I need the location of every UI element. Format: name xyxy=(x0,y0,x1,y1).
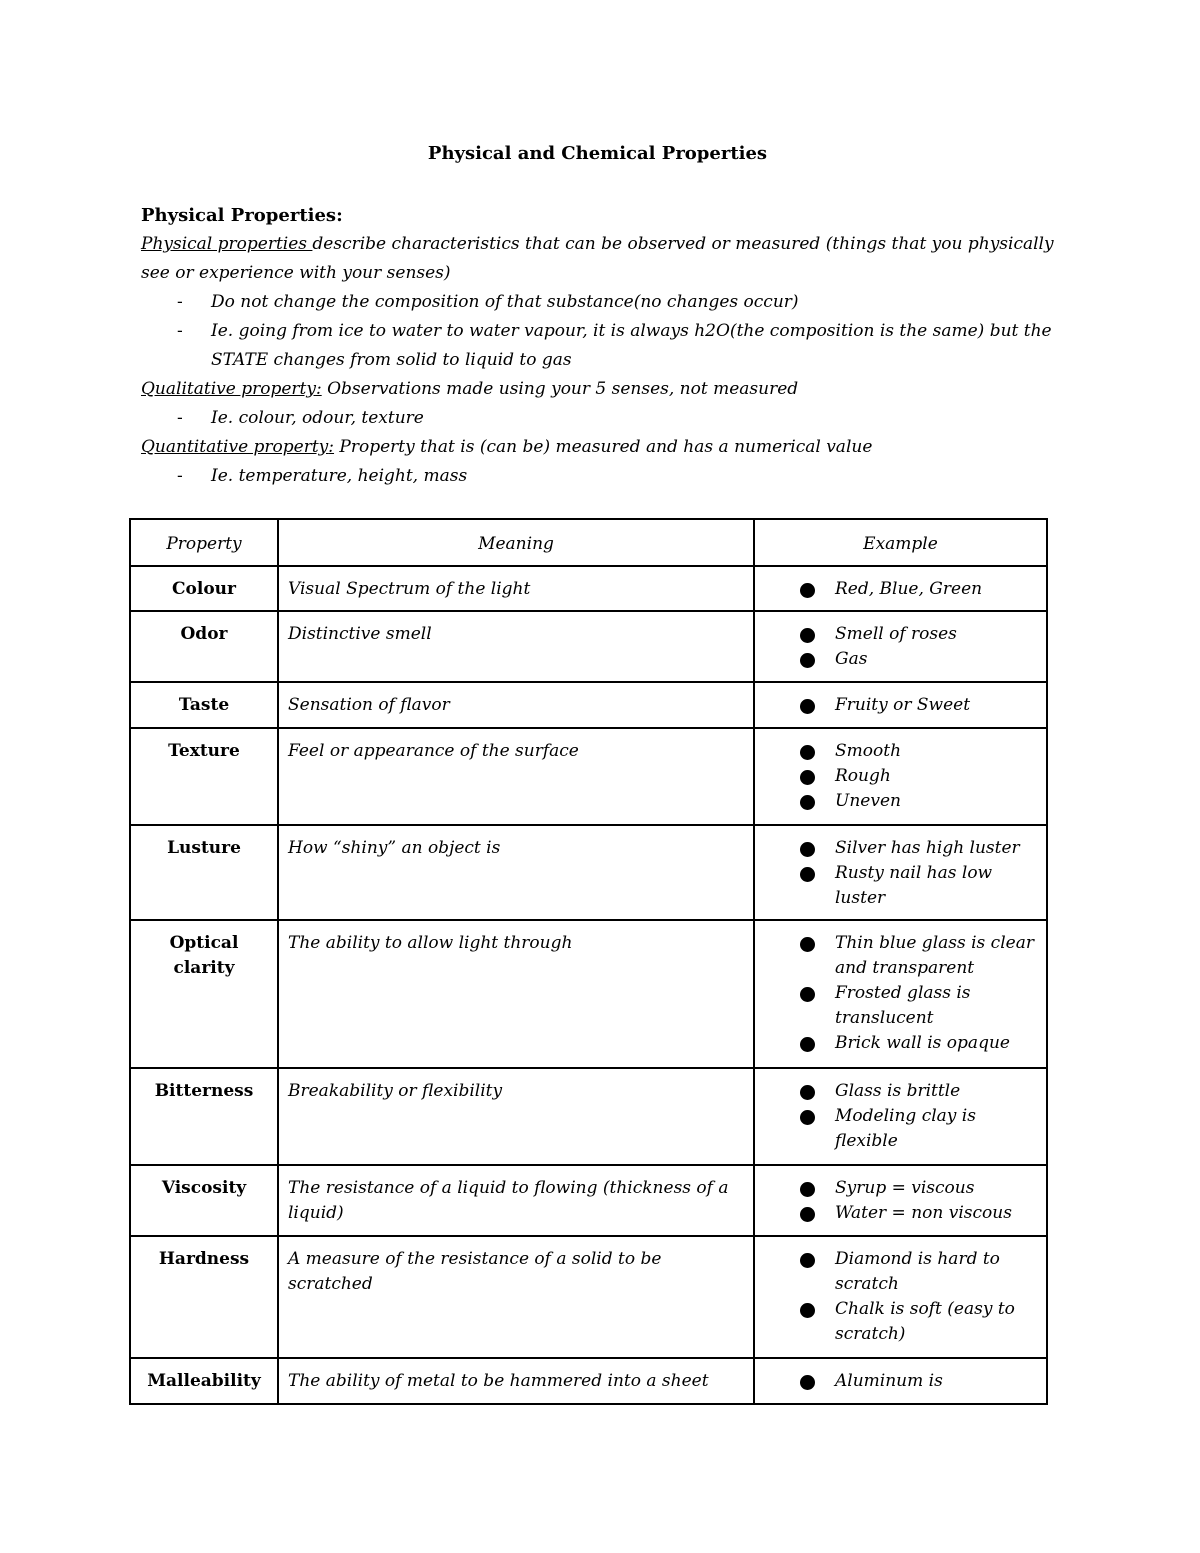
bullet-dot-icon xyxy=(800,1253,815,1268)
example-list xyxy=(764,836,1037,911)
qualitative-paragraph xyxy=(141,375,1061,404)
bullet-dot-icon xyxy=(800,1303,815,1318)
example-cell xyxy=(754,1068,1047,1165)
example-cell xyxy=(754,682,1047,728)
example-text: Chalk is soft (easy to scratch) xyxy=(835,1299,1015,1344)
dash-marker: - xyxy=(177,408,183,428)
example-item xyxy=(764,1369,1037,1394)
example-item xyxy=(764,1201,1037,1226)
bullet-dot-icon xyxy=(800,1182,815,1197)
example-item xyxy=(764,764,1037,789)
bullet-text: Ie. temperature, height, mass xyxy=(211,466,468,486)
dash-marker: - xyxy=(177,292,183,312)
bullet-dot-icon xyxy=(800,867,815,882)
dash-marker: - xyxy=(177,466,183,486)
example-cell xyxy=(754,611,1047,682)
property-cell: Bitterness xyxy=(130,1068,278,1165)
physical-bullet-list xyxy=(141,288,1061,375)
meaning-cell: Breakability or flexibility xyxy=(278,1068,754,1165)
physical-bullet-item xyxy=(141,288,1061,317)
qualitative-text: Observations made using your 5 senses, not measured xyxy=(321,379,799,399)
bullet-dot-icon xyxy=(800,583,815,598)
meaning-cell: The ability of metal to be hammered into a sheet xyxy=(278,1358,754,1404)
example-cell xyxy=(754,825,1047,920)
document-title: Physical and Chemical Properties xyxy=(427,143,768,164)
meaning-cell: A measure of the resistance of a solid to be scratched xyxy=(278,1236,754,1358)
meaning-cell: Visual Spectrum of the light xyxy=(278,566,754,611)
meaning-cell: Distinctive smell xyxy=(278,611,754,682)
header-example: Example xyxy=(754,519,1047,566)
quantitative-term: Quantitative property xyxy=(141,437,329,457)
example-item xyxy=(764,789,1037,814)
example-list xyxy=(764,622,1037,672)
example-item xyxy=(764,931,1037,981)
bullet-dot-icon xyxy=(800,628,815,643)
bullet-dot-icon xyxy=(800,653,815,668)
table-row xyxy=(130,566,1047,611)
properties-table xyxy=(129,518,1048,1405)
example-cell xyxy=(754,566,1047,611)
example-item xyxy=(764,981,1037,1031)
example-cell xyxy=(754,920,1047,1068)
property-cell: Optical clarity xyxy=(130,920,278,1068)
dash-marker: - xyxy=(177,321,183,341)
example-text: Water = non viscous xyxy=(835,1203,1012,1223)
example-list xyxy=(764,577,1037,602)
example-text: Red, Blue, Green xyxy=(835,579,983,599)
example-item xyxy=(764,836,1037,861)
example-text: Smooth xyxy=(835,741,902,761)
example-item xyxy=(764,647,1037,672)
bullet-dot-icon xyxy=(800,770,815,785)
example-list xyxy=(764,693,1037,718)
qualitative-bullet-list xyxy=(141,404,1061,433)
bullet-dot-icon xyxy=(800,987,815,1002)
bullet-text: Do not change the composition of that substance(no changes occur) xyxy=(211,292,799,312)
example-text: Uneven xyxy=(835,791,901,811)
example-item xyxy=(764,1031,1037,1056)
example-text: Silver has high luster xyxy=(835,838,1020,858)
example-item xyxy=(764,1297,1037,1347)
table-row xyxy=(130,682,1047,728)
example-text: Modeling clay is flexible xyxy=(835,1106,976,1151)
example-list xyxy=(764,1079,1037,1154)
property-cell: Malleability xyxy=(130,1358,278,1404)
bullet-dot-icon xyxy=(800,937,815,952)
example-list xyxy=(764,931,1037,1056)
example-item xyxy=(764,1104,1037,1154)
section-heading: Physical Properties: xyxy=(141,205,343,226)
example-cell xyxy=(754,1236,1047,1358)
example-item xyxy=(764,739,1037,764)
meaning-cell: The resistance of a liquid to flowing (thickness of a liquid) xyxy=(278,1165,754,1236)
bullet-dot-icon xyxy=(800,1085,815,1100)
example-item xyxy=(764,693,1037,718)
bullet-dot-icon xyxy=(800,1037,815,1052)
example-text: Aluminum is xyxy=(835,1371,943,1391)
bullet-dot-icon xyxy=(800,699,815,714)
quantitative-text: Property that is (can be) measured and has a numerical value xyxy=(334,437,873,457)
header-meaning: Meaning xyxy=(278,519,754,566)
definition-paragraph xyxy=(141,230,1061,288)
property-cell: Colour xyxy=(130,566,278,611)
table-row xyxy=(130,825,1047,920)
physical-bullet-item xyxy=(141,317,1061,375)
example-text: Fruity or Sweet xyxy=(835,695,971,715)
table-row xyxy=(130,1165,1047,1236)
meaning-cell: How “shiny” an object is xyxy=(278,825,754,920)
example-cell xyxy=(754,728,1047,825)
table-header-row xyxy=(130,519,1047,566)
definition-text: describe characteristics that can be observed or measured (things that you physically see or experience with your senses) xyxy=(141,234,1054,283)
quantitative-bullet-list xyxy=(141,462,1061,491)
example-text: Diamond is hard to scratch xyxy=(835,1249,1000,1294)
example-text: Syrup = viscous xyxy=(835,1178,975,1198)
example-cell xyxy=(754,1165,1047,1236)
table-row xyxy=(130,1068,1047,1165)
property-cell: Viscosity xyxy=(130,1165,278,1236)
header-property: Property xyxy=(130,519,278,566)
example-item xyxy=(764,622,1037,647)
example-item xyxy=(764,577,1037,602)
qualitative-term: Qualitative property xyxy=(141,379,316,399)
property-cell: Lusture xyxy=(130,825,278,920)
quantitative-paragraph xyxy=(141,433,1061,462)
qualitative-colon: : xyxy=(315,379,322,399)
bullet-dot-icon xyxy=(800,745,815,760)
example-text: Thin blue glass is clear and transparent xyxy=(835,933,1034,978)
definition-term: Physical properties xyxy=(141,234,313,254)
table-row xyxy=(130,1236,1047,1358)
example-text: Gas xyxy=(835,649,868,669)
bullet-dot-icon xyxy=(800,1110,815,1125)
example-text: Smell of roses xyxy=(835,624,957,644)
example-item xyxy=(764,861,1037,911)
property-cell: Taste xyxy=(130,682,278,728)
bullet-dot-icon xyxy=(800,1375,815,1390)
example-text: Glass is brittle xyxy=(835,1081,961,1101)
table-row xyxy=(130,920,1047,1068)
example-item xyxy=(764,1176,1037,1201)
quantitative-colon: : xyxy=(328,437,335,457)
example-text: Rough xyxy=(835,766,891,786)
example-item xyxy=(764,1079,1037,1104)
example-text: Brick wall is opaque xyxy=(835,1033,1010,1053)
example-list xyxy=(764,1247,1037,1347)
example-text: Rusty nail has low luster xyxy=(835,863,993,908)
meaning-cell: The ability to allow light through xyxy=(278,920,754,1068)
meaning-cell: Feel or appearance of the surface xyxy=(278,728,754,825)
bullet-dot-icon xyxy=(800,842,815,857)
example-list xyxy=(764,1369,1037,1394)
table-row xyxy=(130,728,1047,825)
quantitative-bullet-item xyxy=(141,462,1061,491)
intro-section xyxy=(141,201,1061,491)
qualitative-bullet-item xyxy=(141,404,1061,433)
bullet-text: Ie. going from ice to water to water vapour, it is always h2O(the composition is the same) but the STATE changes from solid to liquid to gas xyxy=(211,321,1052,370)
example-cell xyxy=(754,1358,1047,1404)
table-row xyxy=(130,1358,1047,1404)
example-text: Frosted glass is translucent xyxy=(835,983,971,1028)
example-list xyxy=(764,739,1037,814)
property-cell: Texture xyxy=(130,728,278,825)
bullet-text: Ie. colour, odour, texture xyxy=(211,408,424,428)
bullet-dot-icon xyxy=(800,795,815,810)
example-item xyxy=(764,1247,1037,1297)
property-cell: Odor xyxy=(130,611,278,682)
property-cell: Hardness xyxy=(130,1236,278,1358)
meaning-cell: Sensation of flavor xyxy=(278,682,754,728)
bullet-dot-icon xyxy=(800,1207,815,1222)
table-row xyxy=(130,611,1047,682)
example-list xyxy=(764,1176,1037,1226)
